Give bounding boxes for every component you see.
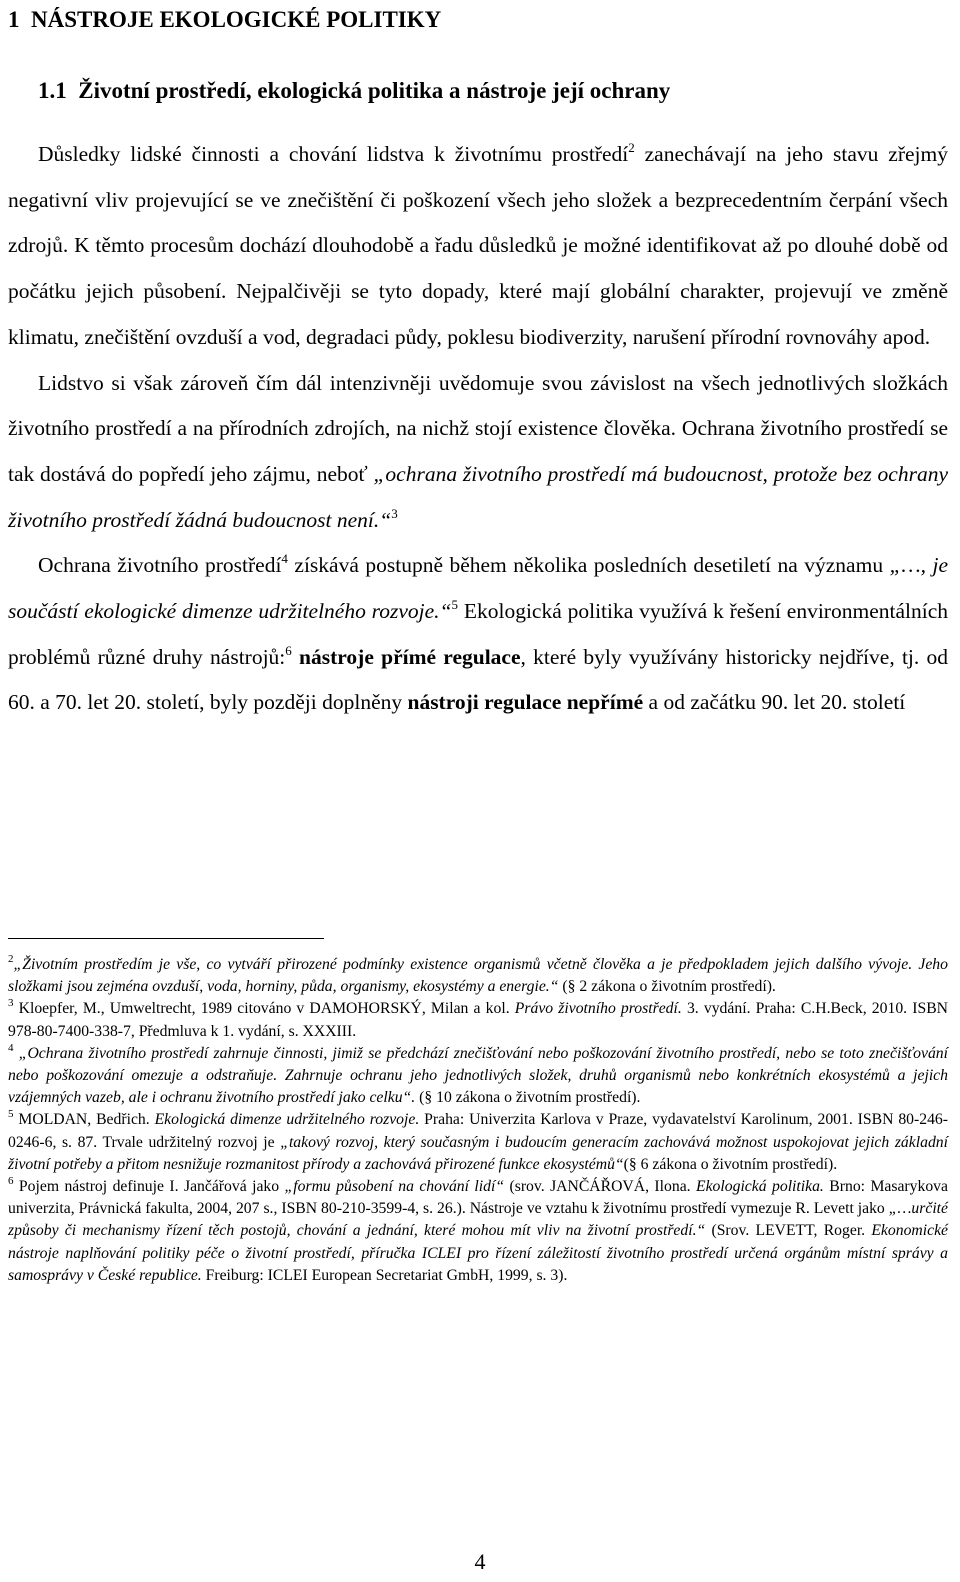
footnote-separator bbox=[8, 938, 324, 939]
footnote-4 bbox=[8, 1043, 948, 1110]
p3-text-e: , které byly využívány historicky nejdříve, tj. od 60. a 70. let 20. století, byly později doplněny bbox=[8, 644, 949, 715]
footnote-6-quote-b: „…určité způsoby či mechanismy řízení těch postojů, chování a jednání, které mohou mít vliv na životní prostředí.“ bbox=[8, 1200, 948, 1240]
p3-bold-direct-regulation: nástroje přímé regulace bbox=[299, 644, 521, 669]
footnote-5-text-c: (§ 6 zákona o životním prostředí). bbox=[623, 1155, 838, 1173]
footnote-6-text-d: (Srov. LEVETT, Roger. bbox=[705, 1222, 872, 1240]
footnote-ref-2[interactable]: 2 bbox=[628, 140, 635, 155]
p3-quote: „…, je součástí ekologické dimenze udržitelného rozvoje.“ bbox=[8, 553, 949, 624]
footnote-number: 3 bbox=[8, 997, 14, 1010]
footnote-6 bbox=[8, 1176, 948, 1287]
p2-text-a: Lidstvo si však zároveň čím dál intenzivněji uvědomuje svou závislost na všech jednotlivých složkách životního prostředí a na přírodních zdrojích, na nichž stojí existence člověka. Ochrana životního prostředí se tak dostává do popředí jeho zájmu, neboť bbox=[8, 370, 948, 486]
footnote-4-quote: „Ochrana životního prostředí zahrnuje činnosti, jimiž se předchází znečišťování nebo poškozování životního prostředí, nebo se toto znečišťování nebo poškozování omezuje a odstraňuje. Zahrnuje ochranu jeho jednotlivých složek, druhů organismů nebo konkrétních ekosystémů a jejich vzájemných vazeb, ale i ochranu životního prostředí jako celku“. bbox=[8, 1044, 948, 1107]
footnote-ref-5[interactable]: 5 bbox=[451, 597, 459, 613]
footnote-number: 5 bbox=[8, 1108, 14, 1121]
footnote-2-quote: „Životním prostředím je vše, co vytváří přirozené podmínky existence organismů včetně člověka a je předpokladem jejich dalšího vývoje. Jeho složkami jsou zejména ovzduší, voda, horniny, půda, organismy, ekosystémy a energie.“ bbox=[8, 956, 948, 996]
p1-text-a: Důsledky lidské činnosti a chování lidstva k životnímu prostředí bbox=[38, 142, 629, 166]
footnote-4-source: (§ 10 zákona o životním prostředí). bbox=[415, 1089, 641, 1107]
footnote-6-text-e: Freiburg: ICLEI European Secretariat GmbH, 1999, s. 3). bbox=[201, 1266, 568, 1284]
p3-text-f: a od začátku 90. let 20. století bbox=[643, 690, 906, 715]
page-number: 4 bbox=[474, 1549, 486, 1574]
footnote-3-title: Právo životního prostředí. bbox=[514, 1000, 682, 1018]
p3-text-d bbox=[292, 645, 299, 669]
p3-text-a: Ochrana životního prostředí bbox=[38, 553, 282, 578]
footnote-5 bbox=[8, 1109, 948, 1176]
footnote-6-quote-a: „formu působení na chování lidí“ bbox=[284, 1178, 505, 1196]
footnote-6-text-b: (srov. JANČÁŘOVÁ, Ilona. bbox=[504, 1178, 697, 1196]
footnote-2-source: (§ 2 zákona o životním prostředí). bbox=[558, 978, 776, 996]
paragraph-2 bbox=[8, 361, 948, 544]
chapter-heading: 1 NÁSTROJE EKOLOGICKÉ POLITIKY bbox=[8, 7, 442, 32]
footnote-6-title-a: Ekologická politika. bbox=[696, 1178, 824, 1196]
p2-quote: „ochrana životního prostředí má budoucnost, protože bez ochrany životního prostředí žádná budoucnost není.“ bbox=[8, 461, 948, 532]
body-text bbox=[8, 132, 948, 726]
footnotes bbox=[8, 954, 948, 1287]
footnote-6-title-b: Ekonomické nástroje naplňování politiky péče o životní prostředí, příručka ICLEI pro řízení záležitostí životního prostředí určená orgánům místní správy a samosprávy v České republice. bbox=[8, 1222, 948, 1284]
footnote-5-text-a: MOLDAN, Bedřich. bbox=[13, 1111, 155, 1129]
footnote-6-text-c: Brno: Masarykova univerzita, Právnická fakulta, 2004, 207 s., ISBN 80-210-3599-4, s. 26.). Nástroje ve vztahu k životnímu prostředí vymezuje R. Levett jako bbox=[8, 1178, 948, 1218]
footnote-3 bbox=[8, 998, 948, 1042]
p3-text-c: Ekologická politika využívá k řešení environmentálních problémů různé druhy nástrojů: bbox=[8, 599, 948, 669]
footnote-number: 6 bbox=[8, 1175, 14, 1188]
footnote-5-quote: „takový rozvoj, který současným i budoucím generacím zachovává možnost uspokojovat jejich základní životní potřeby a přitom nesnižuje rozmanitost přírody a zachovává přirozené funkce ekosystémů“ bbox=[8, 1133, 948, 1173]
footnote-ref-3[interactable]: 3 bbox=[391, 505, 398, 521]
footnote-3-text-b: 3. vydání. Praha: C.H.Beck, 2010. ISBN 978-80-7400-338-7, Předmluva k 1. vydání, s. XXXIII. bbox=[8, 1000, 948, 1040]
footnote-number: 4 bbox=[8, 1041, 14, 1054]
footnote-ref-4[interactable]: 4 bbox=[281, 551, 288, 567]
footnote-number: 2 bbox=[8, 953, 14, 965]
p3-text-b: získává postupně během několika posledních desetiletí na významu bbox=[287, 553, 890, 578]
footnote-5-title: Ekologická dimenze udržitelného rozvoje. bbox=[154, 1111, 420, 1129]
footnote-6-text-a: Pojem nástroj definuje I. Jančářová jako bbox=[13, 1178, 285, 1196]
paragraph-3 bbox=[8, 543, 948, 726]
footnote-3-text-a: Kloepfer, M., Umweltrecht, 1989 citováno v DAMOHORSKÝ, Milan a kol. bbox=[13, 1000, 515, 1018]
p3-bold-indirect-regulation: nástroji regulace nepřímé bbox=[407, 690, 644, 715]
paragraph-1 bbox=[8, 132, 948, 361]
footnote-2 bbox=[8, 954, 948, 998]
section-heading: 1.1 Životní prostředí, ekologická politika a nástroje její ochrany bbox=[38, 78, 671, 103]
p1-text-b: zanechávají na jeho stavu zřejmý negativní vliv projevující se ve znečištění či poškození všech jeho složek a bezprecedentním čerpání všech zdrojů. K těmto procesům dochází dlouhodobě a řadu důsledků je možné identifikovat až po dlouhé době od počátku jejich působení. Nejpalčivěji se tyto dopady, které mají globální charakter, projevují ve změně klimatu, znečištění ovzduší a vod, degradaci půdy, poklesu biodiverzity, narušení přírodní rovnováhy apod. bbox=[8, 142, 949, 349]
footnote-ref-6[interactable]: 6 bbox=[285, 642, 292, 658]
footnote-5-text-b: Praha: Univerzita Karlova v Praze, vydavatelství Karolinum, 2001. ISBN 80-246-0246-6, s. 87. Trvale udržitelný rozvoj je bbox=[8, 1111, 948, 1151]
